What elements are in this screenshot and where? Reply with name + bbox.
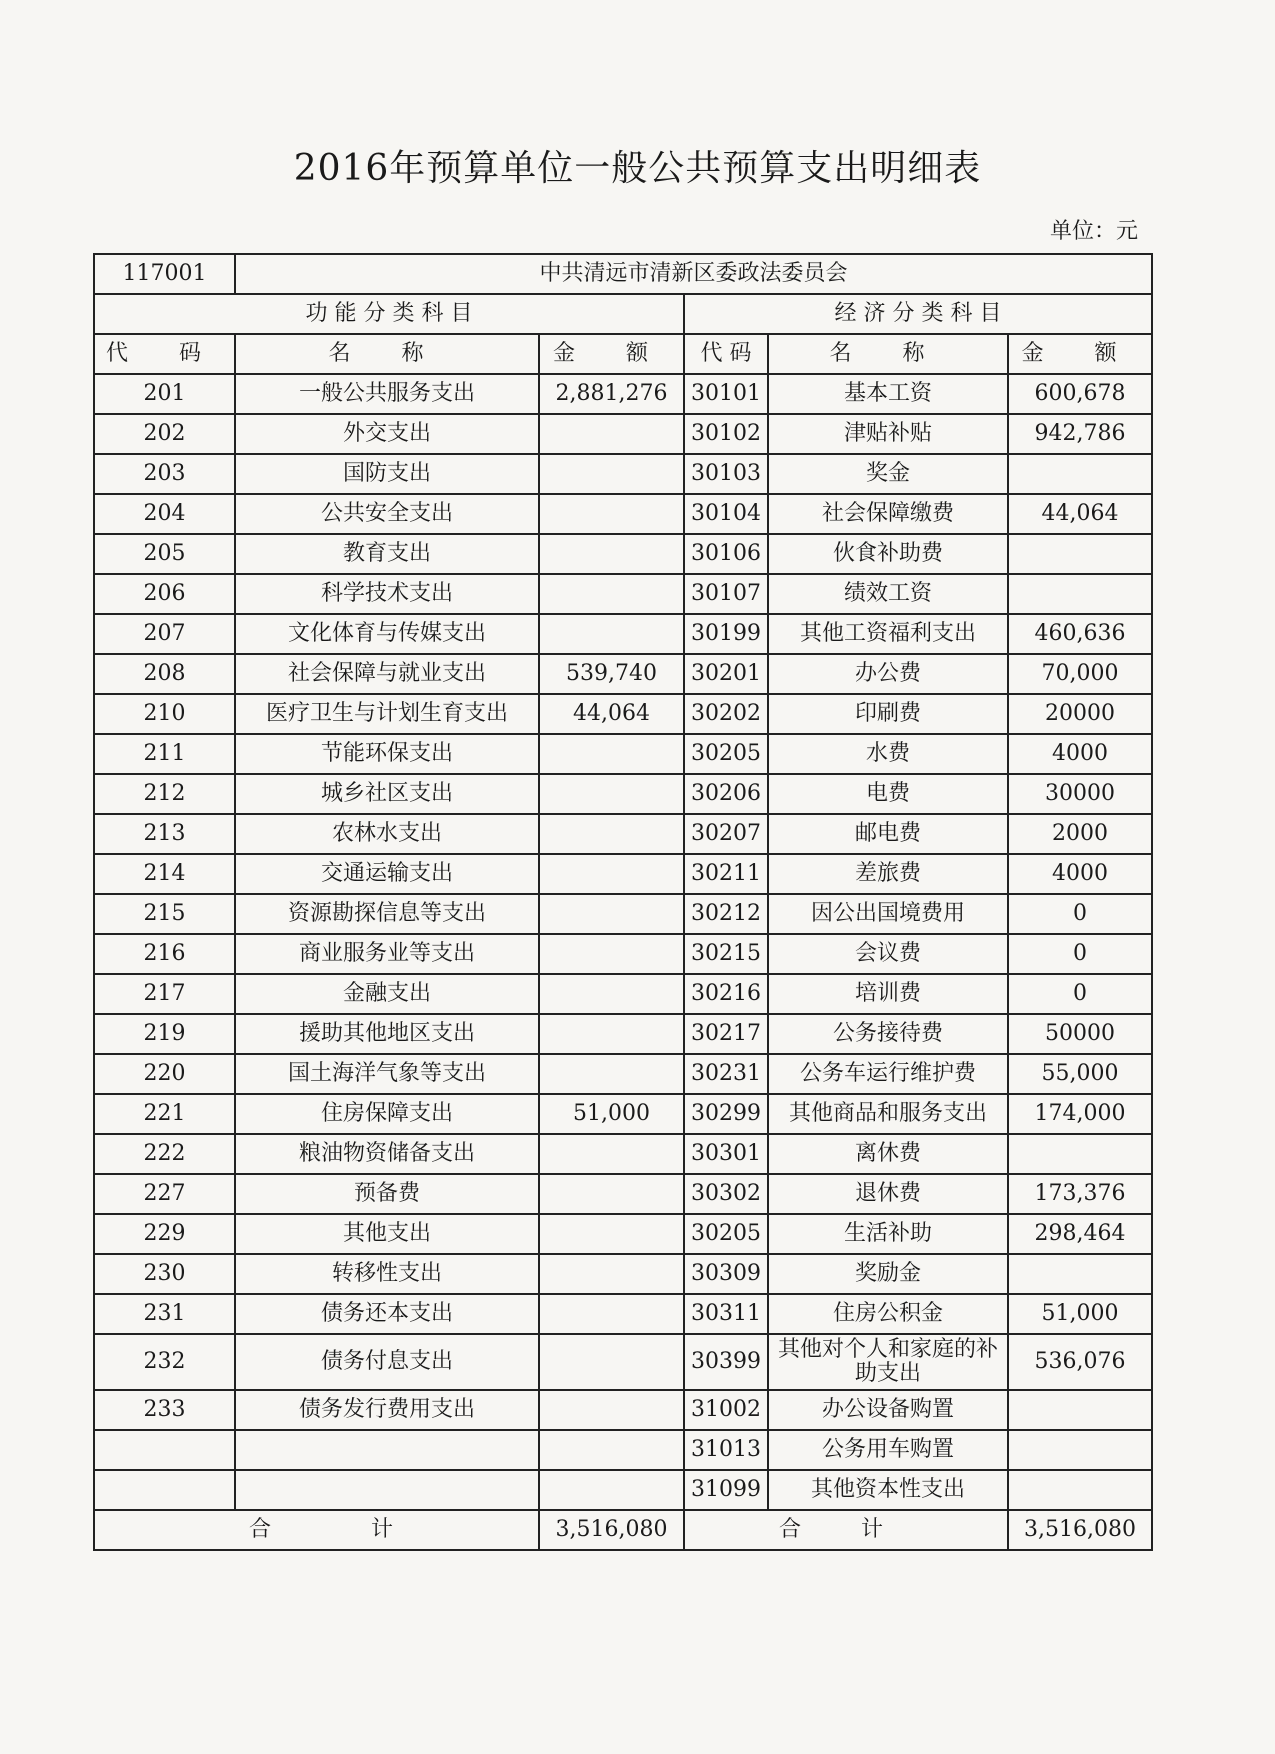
econ-amount-cell: 44,064 (1008, 494, 1152, 534)
func-amount-cell (539, 534, 684, 574)
func-name-cell: 粮油物资储备支出 (235, 1134, 539, 1174)
econ-name-cell: 培训费 (768, 974, 1008, 1014)
econ-name-cell: 津贴补贴 (768, 414, 1008, 454)
document-title: 2016年预算单位一般公共预算支出明细表 (293, 148, 982, 189)
table-row (94, 774, 1152, 814)
func-name-cell: 债务付息支出 (235, 1334, 539, 1390)
econ-name-cell: 生活补助 (768, 1214, 1008, 1254)
econ-amount-cell (1008, 1254, 1152, 1294)
econ-code-cell: 30217 (684, 1014, 768, 1054)
econ-name-cell: 因公出国境费用 (768, 894, 1008, 934)
econ-amount-cell: 4000 (1008, 854, 1152, 894)
table-row (94, 1390, 1152, 1430)
func-amount-cell (539, 774, 684, 814)
total-label-right-1: 合 (779, 1516, 802, 1542)
func-amount-cell (539, 1014, 684, 1054)
econ-name-cell: 差旅费 (768, 854, 1008, 894)
econ-amount-cell: 20000 (1008, 694, 1152, 734)
table-row (94, 854, 1152, 894)
econ-amount-cell (1008, 1430, 1152, 1470)
func-amount-cell (539, 1054, 684, 1094)
func-code-cell: 215 (94, 894, 235, 934)
econ-name-cell: 会议费 (768, 934, 1008, 974)
econ-code-cell: 30301 (684, 1134, 768, 1174)
org-row (94, 254, 1152, 294)
func-code-cell: 205 (94, 534, 235, 574)
func-code-cell: 233 (94, 1390, 235, 1430)
func-amount-cell (539, 574, 684, 614)
table-row (94, 614, 1152, 654)
func-code-cell: 201 (94, 374, 235, 414)
econ-name-cell: 社会保障缴费 (768, 494, 1008, 534)
func-code-cell: 212 (94, 774, 235, 814)
func-code-cell: 231 (94, 1294, 235, 1334)
econ-code-cell: 30231 (684, 1054, 768, 1094)
func-name-cell: 国土海洋气象等支出 (235, 1054, 539, 1094)
func-code-cell: 227 (94, 1174, 235, 1214)
econ-code-cell: 31099 (684, 1470, 768, 1510)
org-code: 117001 (94, 254, 235, 294)
func-name-cell: 债务发行费用支出 (235, 1390, 539, 1430)
econ-amount-cell: 50000 (1008, 1014, 1152, 1054)
func-section-header: 功 能 分 类 科 目 (94, 294, 684, 334)
func-code-cell: 204 (94, 494, 235, 534)
func-name-cell: 公共安全支出 (235, 494, 539, 534)
econ-code-cell: 30207 (684, 814, 768, 854)
col-code2-header: 代 码 (684, 334, 768, 374)
table-row (94, 1054, 1152, 1094)
econ-name-cell: 印刷费 (768, 694, 1008, 734)
func-name-cell: 预备费 (235, 1174, 539, 1214)
econ-amount-cell: 4000 (1008, 734, 1152, 774)
table-row (94, 1254, 1152, 1294)
econ-name-cell: 公务用车购置 (768, 1430, 1008, 1470)
func-code-cell: 222 (94, 1134, 235, 1174)
col-name-header: 名 称 (235, 334, 539, 374)
func-name-cell: 商业服务业等支出 (235, 934, 539, 974)
func-code-cell: 202 (94, 414, 235, 454)
econ-amount-cell: 942,786 (1008, 414, 1152, 454)
econ-code-cell: 31002 (684, 1390, 768, 1430)
func-amount-cell (539, 854, 684, 894)
col-amount2-header: 金 额 (1008, 334, 1152, 374)
table-row (94, 454, 1152, 494)
econ-name-cell: 基本工资 (768, 374, 1008, 414)
func-code-cell: 221 (94, 1094, 235, 1134)
econ-name-cell: 办公费 (768, 654, 1008, 694)
func-code-cell: 229 (94, 1214, 235, 1254)
econ-amount-cell: 173,376 (1008, 1174, 1152, 1214)
org-name: 中共清远市清新区委政法委员会 (235, 254, 1152, 294)
econ-amount-cell: 55,000 (1008, 1054, 1152, 1094)
func-code-cell: 214 (94, 854, 235, 894)
table-row (94, 414, 1152, 454)
func-amount-cell (539, 1214, 684, 1254)
econ-code-cell: 30199 (684, 614, 768, 654)
econ-code-cell: 30106 (684, 534, 768, 574)
econ-code-cell: 30107 (684, 574, 768, 614)
econ-amount-cell (1008, 1134, 1152, 1174)
total-label-right-2: 计 (861, 1516, 884, 1542)
func-name-cell: 资源勘探信息等支出 (235, 894, 539, 934)
func-amount-cell: 51,000 (539, 1094, 684, 1134)
econ-amount-cell: 600,678 (1008, 374, 1152, 414)
econ-name-cell: 其他商品和服务支出 (768, 1094, 1008, 1134)
table-row (94, 1214, 1152, 1254)
func-code-cell: 219 (94, 1014, 235, 1054)
func-code-cell: 206 (94, 574, 235, 614)
table-row (94, 1094, 1152, 1134)
func-name-cell: 国防支出 (235, 454, 539, 494)
econ-code-cell: 30211 (684, 854, 768, 894)
section-header-row (94, 294, 1152, 334)
table-row (94, 734, 1152, 774)
func-amount-cell (539, 1390, 684, 1430)
func-amount-cell (539, 1294, 684, 1334)
table-row (94, 1334, 1152, 1390)
econ-amount-cell: 0 (1008, 974, 1152, 1014)
func-amount-cell (539, 734, 684, 774)
table-row (94, 374, 1152, 414)
econ-code-cell: 30202 (684, 694, 768, 734)
func-amount-cell: 2,881,276 (539, 374, 684, 414)
table-row (94, 1174, 1152, 1214)
econ-name-cell: 公务车运行维护费 (768, 1054, 1008, 1094)
func-amount-cell (539, 894, 684, 934)
table-row (94, 1294, 1152, 1334)
func-amount-cell (539, 974, 684, 1014)
econ-code-cell: 31013 (684, 1430, 768, 1470)
func-name-cell: 外交支出 (235, 414, 539, 454)
table-row (94, 534, 1152, 574)
func-name-cell: 科学技术支出 (235, 574, 539, 614)
func-amount-cell: 539,740 (539, 654, 684, 694)
func-amount-cell (539, 614, 684, 654)
econ-name-cell: 住房公积金 (768, 1294, 1008, 1334)
econ-name-cell: 绩效工资 (768, 574, 1008, 614)
econ-name-cell: 离休费 (768, 1134, 1008, 1174)
func-name-cell: 一般公共服务支出 (235, 374, 539, 414)
econ-name-cell: 电费 (768, 774, 1008, 814)
func-code-cell: 217 (94, 974, 235, 1014)
func-code-cell (94, 1470, 235, 1510)
econ-name-cell: 奖金 (768, 454, 1008, 494)
table-row (94, 1134, 1152, 1174)
total-label-left (94, 1510, 539, 1550)
econ-amount-cell: 2000 (1008, 814, 1152, 854)
table-row (94, 654, 1152, 694)
econ-code-cell: 30311 (684, 1294, 768, 1334)
col-code-header: 代 码 (94, 334, 235, 374)
econ-amount-cell: 298,464 (1008, 1214, 1152, 1254)
econ-code-cell: 30212 (684, 894, 768, 934)
table-row (94, 814, 1152, 854)
table-row (94, 1470, 1152, 1510)
func-code-cell: 216 (94, 934, 235, 974)
func-name-cell: 债务还本支出 (235, 1294, 539, 1334)
func-name-cell: 交通运输支出 (235, 854, 539, 894)
func-amount-cell (539, 1134, 684, 1174)
econ-name-cell: 其他对个人和家庭的补助支出 (768, 1334, 1008, 1390)
econ-code-cell: 30104 (684, 494, 768, 534)
func-amount-cell (539, 494, 684, 534)
total-row (94, 1510, 1152, 1550)
econ-name-cell: 退休费 (768, 1174, 1008, 1214)
func-name-cell: 社会保障与就业支出 (235, 654, 539, 694)
table-row (94, 574, 1152, 614)
total-label-left-1: 合 (249, 1516, 272, 1542)
econ-amount-cell (1008, 1390, 1152, 1430)
econ-code-cell: 30206 (684, 774, 768, 814)
func-amount-cell (539, 454, 684, 494)
func-name-cell: 住房保障支出 (235, 1094, 539, 1134)
table-row (94, 494, 1152, 534)
econ-code-cell: 30201 (684, 654, 768, 694)
econ-amount-cell: 536,076 (1008, 1334, 1152, 1390)
col-amount-header: 金 额 (539, 334, 684, 374)
func-name-cell: 援助其他地区支出 (235, 1014, 539, 1054)
econ-amount-cell: 30000 (1008, 774, 1152, 814)
econ-code-cell: 30102 (684, 414, 768, 454)
func-name-cell: 节能环保支出 (235, 734, 539, 774)
func-name-cell: 文化体育与传媒支出 (235, 614, 539, 654)
func-code-cell: 213 (94, 814, 235, 854)
econ-code-cell: 30205 (684, 1214, 768, 1254)
econ-code-cell: 30216 (684, 974, 768, 1014)
econ-section-header: 经 济 分 类 科 目 (684, 294, 1152, 334)
total-amount-right: 3,516,080 (1008, 1510, 1152, 1550)
econ-amount-cell: 0 (1008, 934, 1152, 974)
econ-amount-cell (1008, 454, 1152, 494)
func-name-cell: 金融支出 (235, 974, 539, 1014)
econ-name-cell: 奖励金 (768, 1254, 1008, 1294)
func-code-cell: 232 (94, 1334, 235, 1390)
func-code-cell: 203 (94, 454, 235, 494)
budget-table (93, 253, 1153, 1551)
econ-amount-cell: 51,000 (1008, 1294, 1152, 1334)
econ-code-cell: 30299 (684, 1094, 768, 1134)
econ-amount-cell (1008, 1470, 1152, 1510)
unit-label: 单位：元 (1050, 219, 1139, 244)
econ-name-cell: 办公设备购置 (768, 1390, 1008, 1430)
econ-amount-cell (1008, 574, 1152, 614)
func-amount-cell: 44,064 (539, 694, 684, 734)
econ-code-cell: 30205 (684, 734, 768, 774)
func-code-cell: 230 (94, 1254, 235, 1294)
econ-code-cell: 30215 (684, 934, 768, 974)
func-amount-cell (539, 414, 684, 454)
col-name2-header: 名 称 (768, 334, 1008, 374)
func-code-cell: 211 (94, 734, 235, 774)
econ-code-cell: 30101 (684, 374, 768, 414)
total-amount-left: 3,516,080 (539, 1510, 684, 1550)
func-name-cell (235, 1470, 539, 1510)
econ-amount-cell (1008, 534, 1152, 574)
func-code-cell (94, 1430, 235, 1470)
table-row (94, 694, 1152, 734)
econ-name-cell: 邮电费 (768, 814, 1008, 854)
econ-name-cell: 水费 (768, 734, 1008, 774)
table-row (94, 934, 1152, 974)
func-name-cell: 教育支出 (235, 534, 539, 574)
func-amount-cell (539, 1174, 684, 1214)
econ-amount-cell: 460,636 (1008, 614, 1152, 654)
econ-code-cell: 30302 (684, 1174, 768, 1214)
func-amount-cell (539, 1254, 684, 1294)
func-amount-cell (539, 1430, 684, 1470)
func-name-cell: 转移性支出 (235, 1254, 539, 1294)
column-header-row (94, 334, 1152, 374)
func-code-cell: 207 (94, 614, 235, 654)
func-name-cell: 其他支出 (235, 1214, 539, 1254)
econ-amount-cell: 70,000 (1008, 654, 1152, 694)
func-amount-cell (539, 934, 684, 974)
func-amount-cell (539, 1470, 684, 1510)
func-code-cell: 220 (94, 1054, 235, 1094)
table-row (94, 1430, 1152, 1470)
econ-code-cell: 30309 (684, 1254, 768, 1294)
func-name-cell: 医疗卫生与计划生育支出 (235, 694, 539, 734)
total-label-right (684, 1510, 1008, 1550)
econ-name-cell: 公务接待费 (768, 1014, 1008, 1054)
func-name-cell (235, 1430, 539, 1470)
table-row (94, 894, 1152, 934)
func-amount-cell (539, 814, 684, 854)
econ-name-cell: 伙食补助费 (768, 534, 1008, 574)
func-amount-cell (539, 1334, 684, 1390)
econ-amount-cell: 174,000 (1008, 1094, 1152, 1134)
func-name-cell: 农林水支出 (235, 814, 539, 854)
table-row (94, 974, 1152, 1014)
econ-amount-cell: 0 (1008, 894, 1152, 934)
econ-name-cell: 其他工资福利支出 (768, 614, 1008, 654)
econ-name-cell: 其他资本性支出 (768, 1470, 1008, 1510)
econ-code-cell: 30103 (684, 454, 768, 494)
table-row (94, 1014, 1152, 1054)
func-name-cell: 城乡社区支出 (235, 774, 539, 814)
total-label-left-2: 计 (371, 1516, 394, 1542)
econ-code-cell: 30399 (684, 1334, 768, 1390)
func-code-cell: 208 (94, 654, 235, 694)
func-code-cell: 210 (94, 694, 235, 734)
